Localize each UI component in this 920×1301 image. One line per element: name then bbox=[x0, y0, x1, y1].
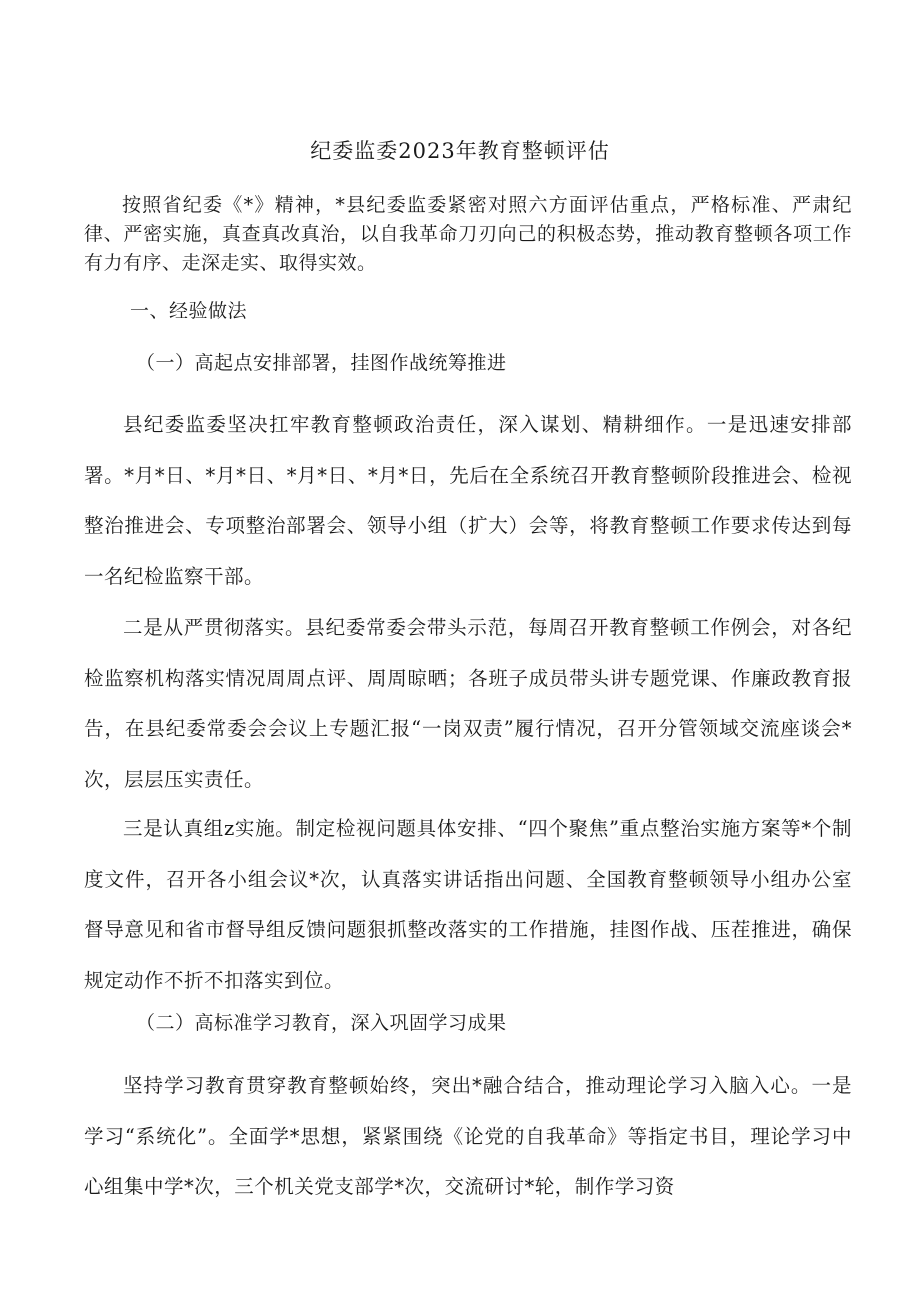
subsection-heading-study: （二）高标准学习教育，深入巩固学习成果 bbox=[136, 1012, 507, 1034]
subsection-heading-deployment: （一）高起点安排部署，挂图作战统筹推进 bbox=[136, 352, 507, 374]
body-paragraph-1: 县纪委监委坚决扛牢教育整顿政治责任，深入谋划、精耕细作。一是迅速安排部署。*月*日、*月*日、*月*日、*月*日，先后在全系统召开教育整顿阶段推进会、检视整治推进会、专项整治部署会、领导小组（扩大）会等，将教育整顿工作要求传达到每一名纪检监察干部。 bbox=[84, 413, 852, 588]
body-paragraph-3: 三是认真组z实施。制定检视问题具体安排、“四个聚焦”重点整治实施方案等*个制度文件，召开各小组会议*次，认真落实讲话指出问题、全国教育整顿领导小组办公室督导意见和省市督导组反馈问题狠抓整改落实的工作措施，挂图作战、压茬推进，确保规定动作不折不扣落实到位。 bbox=[84, 817, 852, 992]
intro-paragraph: 按照省纪委《*》精神，*县纪委监委紧密对照六方面评估重点，严格标准、严肃纪律、严密实施，真查真改真治，以自我革命刀刃向己的积极态势，推动教育整顿各项工作有力有序、走深走实、取得实效。 bbox=[84, 194, 852, 274]
body-paragraph-4: 坚持学习教育贯穿教育整顿始终，突出*融合结合，推动理论学习入脑入心。一是学习“系统化”。全面学*思想，紧紧围绕《论党的自我革命》等指定书目，理论学习中心组集中学*次，三个机关党支部学*次，交流研讨*轮，制作学习资 bbox=[84, 1074, 852, 1198]
section-heading-experience: 一、经验做法 bbox=[130, 300, 248, 322]
document-title: 纪委监委2023年教育整顿评估 bbox=[310, 139, 610, 163]
body-paragraph-2: 二是从严贯彻落实。县纪委常委会带头示范，每周召开教育整顿工作例会，对各纪检监察机构落实情况周周点评、周周晾晒；各班子成员带头讲专题党课、作廉政教育报告，在县纪委常委会会议上专题汇报“一岗双责”履行情况，召开分管领域交流座谈会*次，层层压实责任。 bbox=[84, 616, 852, 791]
